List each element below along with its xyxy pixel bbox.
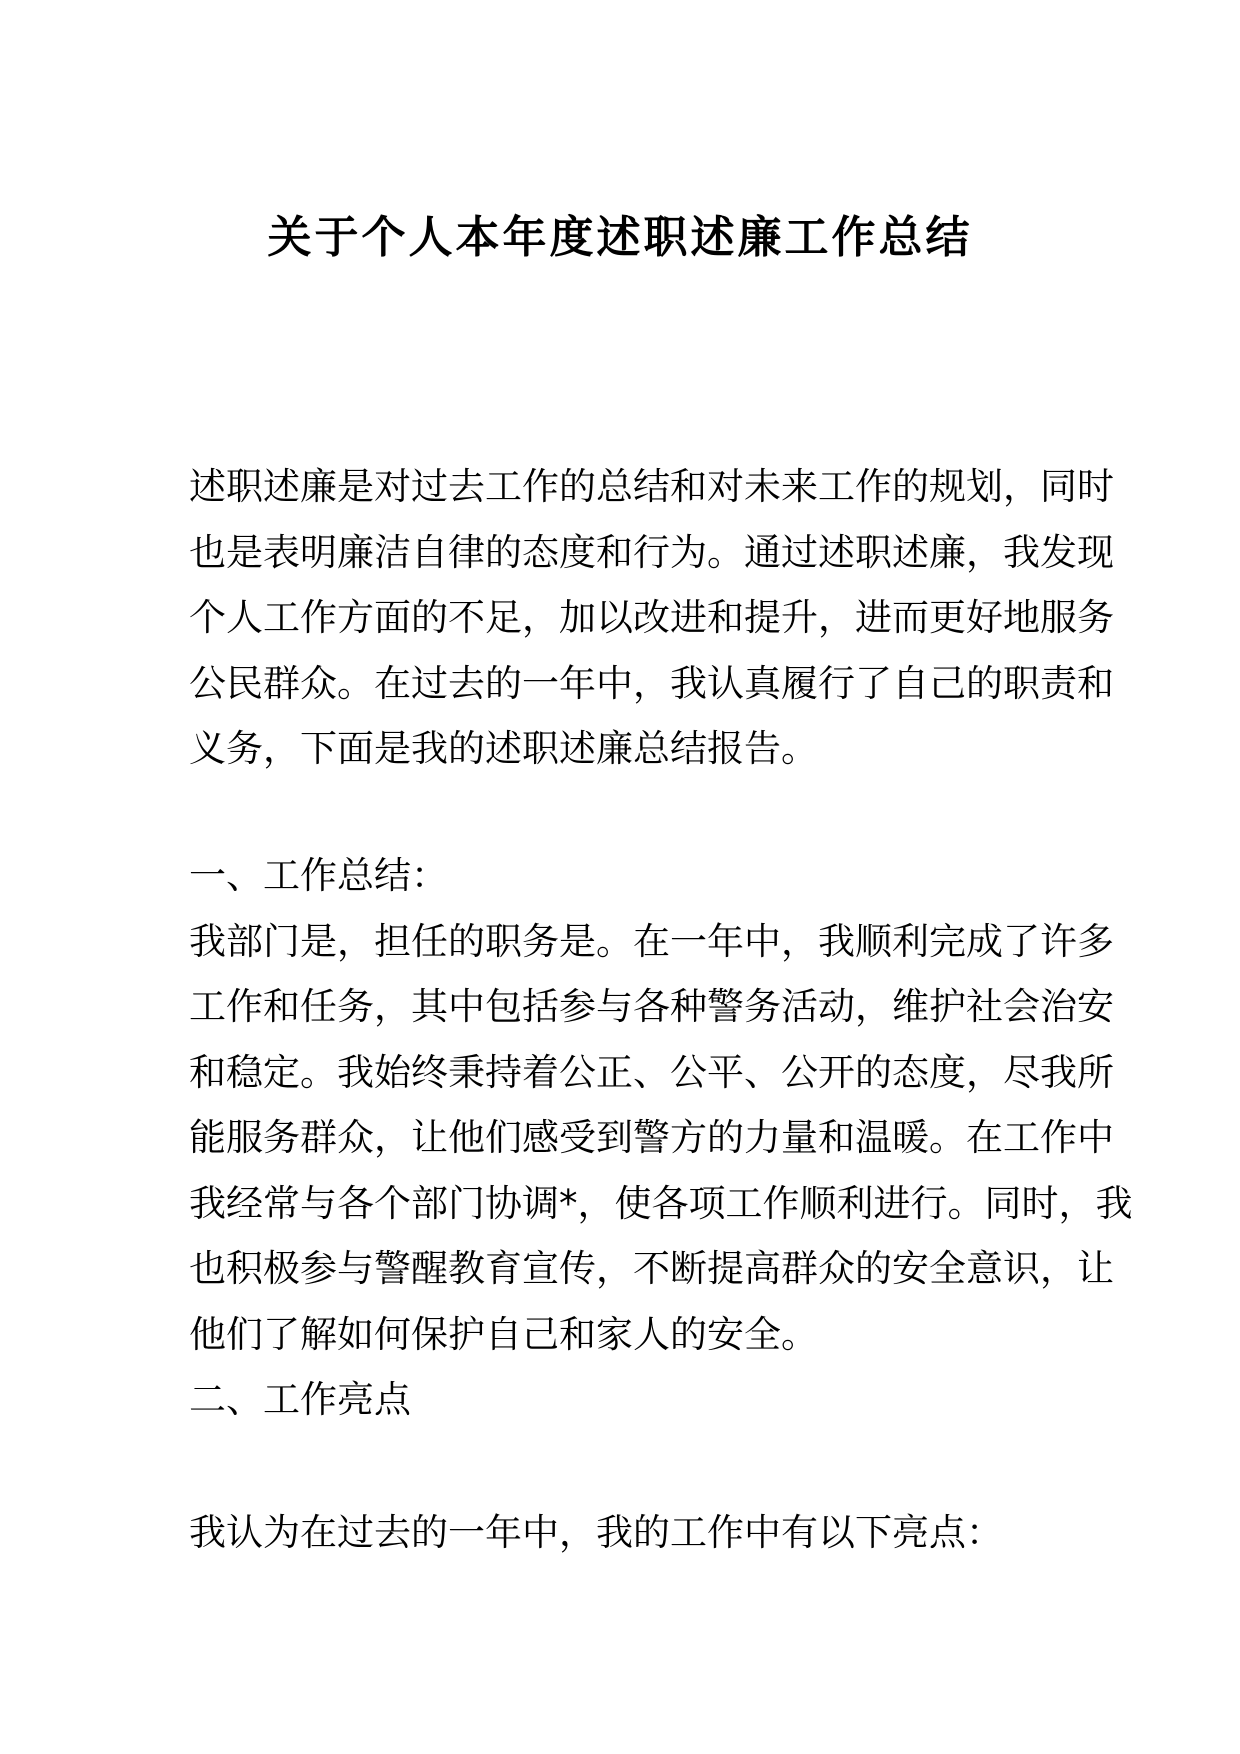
text-line: 我经常与各个部门协调*，使各项工作顺利进行。同时，我: [189, 1181, 1133, 1225]
text-line: 我部门是，担任的职务是。在一年中，我顺利完成了许多: [189, 919, 1114, 963]
text-line: 他们了解如何保护自己和家人的安全。: [189, 1312, 818, 1356]
text-line: 义务，下面是我的述职述廉总结报告。: [189, 727, 818, 770]
text-line: 述职述廉是对过去工作的总结和对未来工作的规划，同时: [189, 465, 1114, 508]
intro-paragraph: [189, 454, 1114, 782]
text-line: 也积极参与警醒教育宣传，不断提高群众的安全意识，让: [189, 1247, 1114, 1290]
text-line: 能服务群众，让他们感受到警方的力量和温暖。在工作中: [189, 1116, 1114, 1159]
text-line: 公民群众。在过去的一年中，我认真履行了自己的职责和: [189, 661, 1114, 705]
text-line: 和稳定。我始终秉持着公正、公平、公开的态度，尽我所: [189, 1050, 1114, 1094]
text-line: 我认为在过去的一年中，我的工作中有以下亮点：: [189, 1511, 1003, 1554]
text-line: 也是表明廉洁自律的态度和行为。通过述职述廉，我发现: [189, 530, 1114, 574]
section-heading: 一、工作总结：: [189, 854, 448, 897]
section-heading: 二、工作亮点: [189, 1378, 411, 1421]
section-work-summary: [189, 843, 1133, 1433]
text-line: 个人工作方面的不足，加以改进和提升，进而更好地服务: [189, 596, 1114, 639]
text-line: 工作和任务，其中包括参与各种警务活动，维护社会治安: [189, 985, 1114, 1028]
section-highlights: [189, 1500, 1061, 1566]
document-title: 关于个人本年度述职述廉工作总结: [267, 212, 973, 263]
